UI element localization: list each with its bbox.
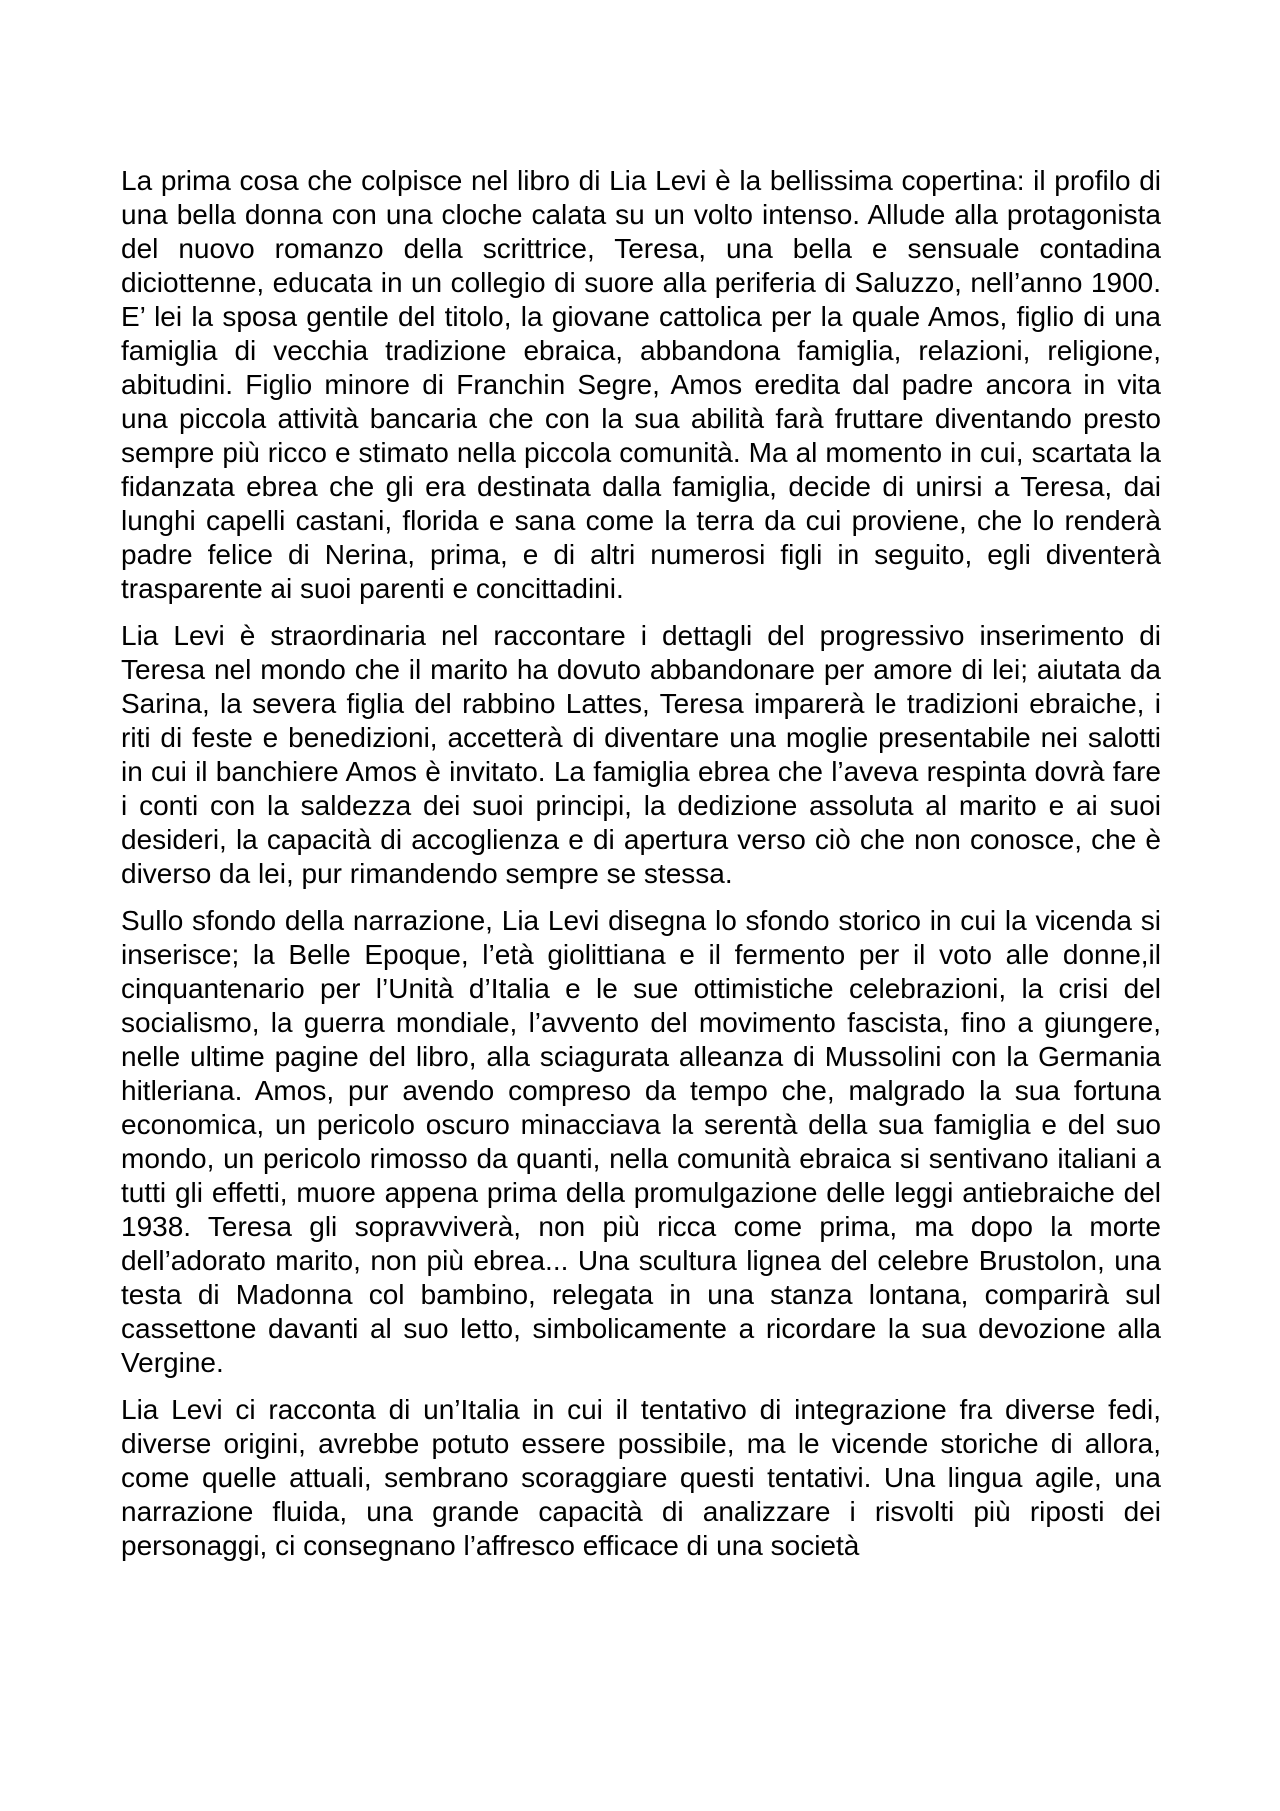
paragraph-2: Lia Levi è straordinaria nel raccontare i dettagli del progressivo inserimento di Teresa nel mondo che il marito ha dovuto abbandonare per amore di lei; aiutata da Sarina, la severa figlia del rabbino Lattes, Teresa imparerà le tradizioni ebraiche, i riti di feste e benedizioni, accetterà di diventare una moglie presentabile nei salotti in cui il banchiere Amos è invitato. La famiglia ebrea che l’aveva respinta dovrà fare i conti con la saldezza dei suoi principi, la dedizione assoluta al marito e ai suoi desideri, la capacità di accoglienza e di apertura verso ciò che non conosce, che è diverso da lei, pur rimandendo sempre se stessa.: [121, 620, 1161, 889]
paragraph-3: Sullo sfondo della narrazione, Lia Levi disegna lo sfondo storico in cui la vicenda si inserisce; la Belle Epoque, l’età giolittiana e il fermento per il voto alle donne,il cinquantenario per l’Unità d’Italia e le sue ottimistiche celebrazioni, la crisi del socialismo, la guerra mondiale, l’avvento del movimento fascista, fino a giungere, nelle ultime pagine del libro, alla sciagurata alleanza di Mussolini con la Germania hitleriana. Amos, pur avendo compreso da tempo che, malgrado la sua fortuna economica, un pericolo oscuro minacciava la serentà della sua famiglia e del suo mondo, un pericolo rimosso da quanti, nella comunità ebraica si sentivano italiani a tutti gli effetti, muore appena prima della promulgazione delle leggi antiebraiche del 1938. Teresa gli sopravviverà, non più ricca come prima, ma dopo la morte dell’adorato marito, non più ebrea... Una scultura lignea del celebre Brustolon, una testa di Madonna col bambino, relegata in una stanza lontana, comparirà sul cassettone davanti al suo letto, simbolicamente a ricordare la sua devozione alla Vergine.: [121, 905, 1161, 1378]
paragraph-4: Lia Levi ci racconta di un’Italia in cui il tentativo di integrazione fra diverse fedi, diverse origini, avrebbe potuto essere possibile, ma le vicende storiche di allora, come quelle attuali, sembrano scoraggiare questi tentativi. Una lingua agile, una narrazione fluida, una grande capacità di analizzare i risvolti più riposti dei personaggi, ci consegnano l’affresco efficace di una società: [121, 1394, 1161, 1561]
paragraph-1: La prima cosa che colpisce nel libro di Lia Levi è la bellissima copertina: il profilo di una bella donna con una cloche calata su un volto intenso. Allude alla protagonista del nuovo romanzo della scrittrice, Teresa, una bella e sensuale contadina diciottenne, educata in un collegio di suore alla periferia di Saluzzo, nell’anno 1900. E’ lei la sposa gentile del titolo, la giovane cattolica per la quale Amos, figlio di una famiglia di vecchia tradizione ebraica, abbandona famiglia, relazioni, religione, abitudini. Figlio minore di Franchin Segre, Amos eredita dal padre ancora in vita una piccola attività bancaria che con la sua abilità farà fruttare diventando presto sempre più ricco e stimato nella piccola comunità. Ma al momento in cui, scartata la fidanzata ebrea che gli era destinata dalla famiglia, decide di unirsi a Teresa, dai lunghi capelli castani, florida e sana come la terra da cui proviene, che lo renderà padre felice di Nerina, prima, e di altri numerosi figli in seguito, egli diventerà trasparente ai suoi parenti e concittadini.: [121, 165, 1161, 604]
body-text: [121, 164, 1161, 1563]
